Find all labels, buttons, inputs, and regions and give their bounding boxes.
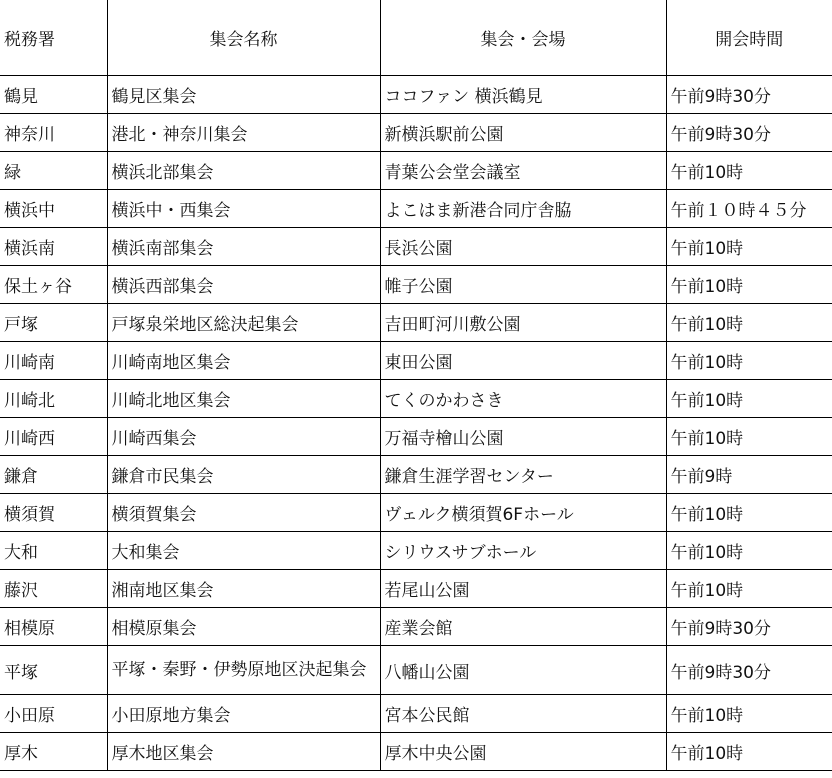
header-row bbox=[0, 0, 832, 76]
cell-meeting-name: 湘南地区集会 bbox=[107, 570, 380, 608]
header-venue: 集会・会場 bbox=[380, 0, 666, 76]
cell-meeting-name: 大和集会 bbox=[107, 532, 380, 570]
table-row bbox=[0, 494, 832, 532]
table-row bbox=[0, 695, 832, 733]
table-row bbox=[0, 76, 832, 114]
cell-tax-office: 鶴見 bbox=[0, 76, 107, 114]
table-row bbox=[0, 266, 832, 304]
header-start-time: 開会時間 bbox=[666, 0, 832, 76]
cell-start-time: 午前9時30分 bbox=[666, 608, 832, 646]
cell-venue: 万福寺檜山公園 bbox=[380, 418, 666, 456]
cell-venue: 東田公園 bbox=[380, 342, 666, 380]
cell-venue: 長浜公園 bbox=[380, 228, 666, 266]
cell-tax-office: 横浜南 bbox=[0, 228, 107, 266]
cell-meeting-name: 鶴見区集会 bbox=[107, 76, 380, 114]
cell-tax-office: 藤沢 bbox=[0, 570, 107, 608]
table-row bbox=[0, 646, 832, 695]
cell-start-time: 午前１０時４５分 bbox=[666, 190, 832, 228]
cell-start-time: 午前9時30分 bbox=[666, 76, 832, 114]
cell-meeting-name: 小田原地方集会 bbox=[107, 695, 380, 733]
header-meeting-name: 集会名称 bbox=[107, 0, 380, 76]
cell-start-time: 午前9時30分 bbox=[666, 114, 832, 152]
cell-meeting-name: 横浜西部集会 bbox=[107, 266, 380, 304]
cell-meeting-name: 戸塚泉栄地区総決起集会 bbox=[107, 304, 380, 342]
table-row bbox=[0, 456, 832, 494]
table-row bbox=[0, 152, 832, 190]
table-row bbox=[0, 733, 832, 771]
cell-start-time: 午前10時 bbox=[666, 494, 832, 532]
cell-venue: ヴェルク横須賀6Fホール bbox=[380, 494, 666, 532]
cell-tax-office: 小田原 bbox=[0, 695, 107, 733]
cell-tax-office: 大和 bbox=[0, 532, 107, 570]
cell-meeting-name: 横須賀集会 bbox=[107, 494, 380, 532]
cell-start-time: 午前10時 bbox=[666, 266, 832, 304]
cell-start-time: 午前10時 bbox=[666, 532, 832, 570]
cell-venue: 宮本公民館 bbox=[380, 695, 666, 733]
cell-tax-office: 横浜中 bbox=[0, 190, 107, 228]
cell-venue: 青葉公会堂会議室 bbox=[380, 152, 666, 190]
cell-venue: 吉田町河川敷公園 bbox=[380, 304, 666, 342]
cell-meeting-name: 横浜中・西集会 bbox=[107, 190, 380, 228]
cell-venue: 八幡山公園 bbox=[380, 646, 666, 695]
cell-venue: 厚木中央公園 bbox=[380, 733, 666, 771]
cell-meeting-name: 川崎北地区集会 bbox=[107, 380, 380, 418]
table-row bbox=[0, 418, 832, 456]
cell-start-time: 午前10時 bbox=[666, 342, 832, 380]
cell-venue: てくのかわさき bbox=[380, 380, 666, 418]
table-row bbox=[0, 114, 832, 152]
cell-venue: シリウスサブホール bbox=[380, 532, 666, 570]
cell-tax-office: 戸塚 bbox=[0, 304, 107, 342]
cell-start-time: 午前10時 bbox=[666, 152, 832, 190]
table-row bbox=[0, 380, 832, 418]
cell-venue: 産業会館 bbox=[380, 608, 666, 646]
cell-meeting-name: 川崎南地区集会 bbox=[107, 342, 380, 380]
cell-tax-office: 平塚 bbox=[0, 646, 107, 695]
table-row bbox=[0, 190, 832, 228]
cell-start-time: 午前10時 bbox=[666, 570, 832, 608]
table-row bbox=[0, 342, 832, 380]
cell-venue: 鎌倉生涯学習センター bbox=[380, 456, 666, 494]
cell-meeting-name: 鎌倉市民集会 bbox=[107, 456, 380, 494]
cell-tax-office: 厚木 bbox=[0, 733, 107, 771]
cell-start-time: 午前9時30分 bbox=[666, 646, 832, 695]
cell-meeting-name: 川崎西集会 bbox=[107, 418, 380, 456]
cell-start-time: 午前10時 bbox=[666, 418, 832, 456]
cell-tax-office: 緑 bbox=[0, 152, 107, 190]
table-row bbox=[0, 608, 832, 646]
cell-tax-office: 横須賀 bbox=[0, 494, 107, 532]
cell-start-time: 午前10時 bbox=[666, 304, 832, 342]
cell-meeting-name: 平塚・秦野・伊勢原地区決起集会 bbox=[107, 646, 380, 695]
cell-tax-office: 鎌倉 bbox=[0, 456, 107, 494]
cell-venue: 若尾山公園 bbox=[380, 570, 666, 608]
cell-start-time: 午前10時 bbox=[666, 733, 832, 771]
cell-meeting-name: 横浜北部集会 bbox=[107, 152, 380, 190]
cell-tax-office: 川崎南 bbox=[0, 342, 107, 380]
cell-start-time: 午前10時 bbox=[666, 695, 832, 733]
table-row bbox=[0, 570, 832, 608]
header-tax-office: 税務署 bbox=[0, 0, 107, 76]
table-row bbox=[0, 532, 832, 570]
cell-start-time: 午前10時 bbox=[666, 380, 832, 418]
cell-venue: 新横浜駅前公園 bbox=[380, 114, 666, 152]
cell-start-time: 午前10時 bbox=[666, 228, 832, 266]
cell-tax-office: 神奈川 bbox=[0, 114, 107, 152]
cell-venue: ココファン 横浜鶴見 bbox=[380, 76, 666, 114]
table-row bbox=[0, 304, 832, 342]
table-row bbox=[0, 228, 832, 266]
cell-meeting-name: 厚木地区集会 bbox=[107, 733, 380, 771]
cell-tax-office: 川崎西 bbox=[0, 418, 107, 456]
cell-venue: 帷子公園 bbox=[380, 266, 666, 304]
cell-tax-office: 川崎北 bbox=[0, 380, 107, 418]
cell-tax-office: 相模原 bbox=[0, 608, 107, 646]
cell-venue: よこはま新港合同庁舎脇 bbox=[380, 190, 666, 228]
cell-meeting-name: 横浜南部集会 bbox=[107, 228, 380, 266]
cell-start-time: 午前9時 bbox=[666, 456, 832, 494]
cell-meeting-name: 相模原集会 bbox=[107, 608, 380, 646]
cell-tax-office: 保土ヶ谷 bbox=[0, 266, 107, 304]
cell-meeting-name: 港北・神奈川集会 bbox=[107, 114, 380, 152]
